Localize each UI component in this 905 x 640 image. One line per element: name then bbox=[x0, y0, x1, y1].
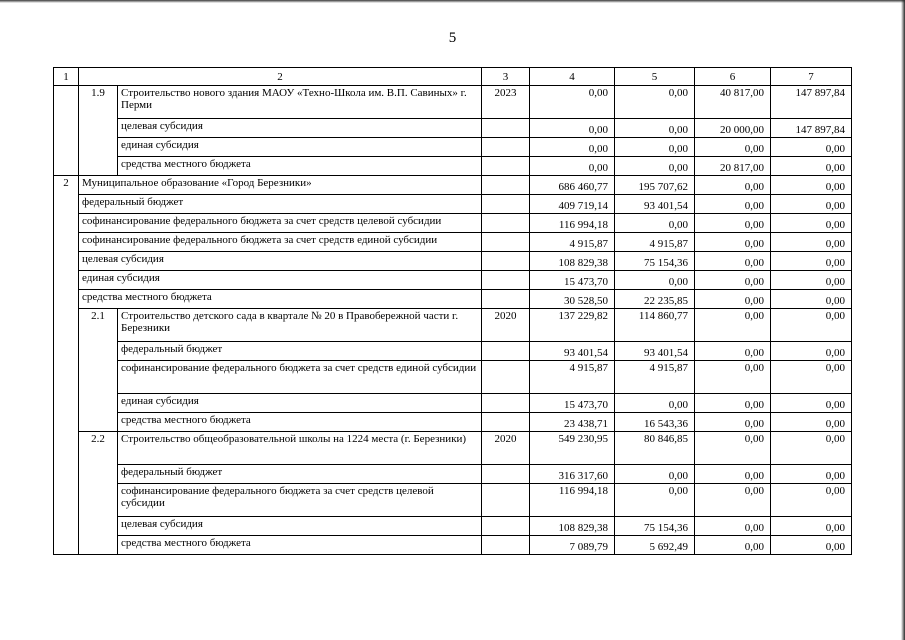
header-cell: 3 bbox=[482, 68, 530, 86]
value-cell: 0,00 bbox=[771, 157, 852, 176]
value-cell: 0,00 bbox=[695, 536, 771, 555]
value-cell: 0,00 bbox=[530, 157, 615, 176]
value-cell: 0,00 bbox=[771, 195, 852, 214]
value-cell: 0,00 bbox=[615, 157, 695, 176]
value-cell: 147 897,84 bbox=[771, 119, 852, 138]
table-row bbox=[54, 138, 852, 157]
value-cell: 0,00 bbox=[771, 394, 852, 413]
value-cell: 549 230,95 bbox=[530, 432, 615, 465]
value-cell: 0,00 bbox=[615, 119, 695, 138]
value-cell: 0,00 bbox=[771, 484, 852, 517]
row-year bbox=[482, 517, 530, 536]
value-cell: 0,00 bbox=[695, 176, 771, 195]
value-cell: 0,00 bbox=[695, 290, 771, 309]
row-year bbox=[482, 252, 530, 271]
value-cell: 4 915,87 bbox=[530, 361, 615, 394]
value-cell: 0,00 bbox=[615, 271, 695, 290]
page-number: 5 bbox=[448, 30, 457, 46]
value-cell: 0,00 bbox=[695, 394, 771, 413]
value-cell: 0,00 bbox=[771, 361, 852, 394]
row-year bbox=[482, 484, 530, 517]
value-cell: 15 473,70 bbox=[530, 271, 615, 290]
value-cell: 0,00 bbox=[530, 138, 615, 157]
table-row bbox=[54, 176, 852, 195]
value-cell: 16 543,36 bbox=[615, 413, 695, 432]
header-cell: 6 bbox=[695, 68, 771, 86]
value-cell: 0,00 bbox=[771, 214, 852, 233]
value-cell: 20 000,00 bbox=[695, 119, 771, 138]
value-cell: 0,00 bbox=[771, 342, 852, 361]
row-name: софинансирование федерального бюджета за счет средств единой субсидии bbox=[79, 233, 482, 252]
table-row bbox=[54, 157, 852, 176]
row-name: софинансирование федерального бюджета за счет средств целевой субсидии bbox=[79, 214, 482, 233]
value-cell: 0,00 bbox=[771, 252, 852, 271]
value-cell: 195 707,62 bbox=[615, 176, 695, 195]
value-cell: 75 154,36 bbox=[615, 517, 695, 536]
value-cell: 116 994,18 bbox=[530, 484, 615, 517]
header-cell: 5 bbox=[615, 68, 695, 86]
row-number: 2 bbox=[54, 176, 79, 555]
value-cell: 4 915,87 bbox=[530, 233, 615, 252]
value-cell: 0,00 bbox=[771, 290, 852, 309]
row-number: 1.9 bbox=[79, 86, 118, 176]
row-year bbox=[482, 361, 530, 394]
row-year: 2023 bbox=[482, 86, 530, 119]
table-row bbox=[54, 394, 852, 413]
value-cell: 137 229,82 bbox=[530, 309, 615, 342]
value-cell: 93 401,54 bbox=[530, 342, 615, 361]
value-cell: 0,00 bbox=[771, 465, 852, 484]
value-cell: 0,00 bbox=[695, 342, 771, 361]
value-cell: 0,00 bbox=[615, 394, 695, 413]
value-cell: 0,00 bbox=[695, 252, 771, 271]
table-row bbox=[54, 233, 852, 252]
table-row bbox=[54, 517, 852, 536]
value-cell: 0,00 bbox=[695, 517, 771, 536]
row-year bbox=[482, 233, 530, 252]
header-cell: 4 bbox=[530, 68, 615, 86]
value-cell: 0,00 bbox=[695, 413, 771, 432]
value-cell: 0,00 bbox=[695, 309, 771, 342]
row-number: 2.1 bbox=[79, 309, 118, 432]
value-cell: 7 089,79 bbox=[530, 536, 615, 555]
row-name: федеральный бюджет bbox=[118, 465, 482, 484]
value-cell: 22 235,85 bbox=[615, 290, 695, 309]
value-cell: 80 846,85 bbox=[615, 432, 695, 465]
table-row bbox=[54, 214, 852, 233]
value-cell: 0,00 bbox=[695, 465, 771, 484]
value-cell: 0,00 bbox=[615, 86, 695, 119]
scan-edge-top bbox=[0, 0, 905, 3]
value-cell: 0,00 bbox=[695, 361, 771, 394]
value-cell: 30 528,50 bbox=[530, 290, 615, 309]
row-name: Муниципальное образование «Город Березники» bbox=[79, 176, 482, 195]
value-cell: 15 473,70 bbox=[530, 394, 615, 413]
row-name: федеральный бюджет bbox=[118, 342, 482, 361]
value-cell: 0,00 bbox=[771, 176, 852, 195]
value-cell: 0,00 bbox=[695, 195, 771, 214]
value-cell: 0,00 bbox=[771, 517, 852, 536]
scan-edge-right bbox=[901, 0, 905, 640]
table-row bbox=[54, 119, 852, 138]
table-header-row bbox=[54, 68, 852, 86]
value-cell: 5 692,49 bbox=[615, 536, 695, 555]
row-year bbox=[482, 536, 530, 555]
table-row bbox=[54, 195, 852, 214]
value-cell: 0,00 bbox=[771, 271, 852, 290]
table-row bbox=[54, 342, 852, 361]
row-year bbox=[482, 290, 530, 309]
row-name: средства местного бюджета bbox=[118, 157, 482, 176]
value-cell: 40 817,00 bbox=[695, 86, 771, 119]
value-cell: 0,00 bbox=[695, 271, 771, 290]
table-row bbox=[54, 361, 852, 394]
header-cell: 2 bbox=[79, 68, 482, 86]
row-year bbox=[482, 394, 530, 413]
row-year bbox=[482, 119, 530, 138]
table-row bbox=[54, 252, 852, 271]
value-cell: 93 401,54 bbox=[615, 195, 695, 214]
table-row bbox=[54, 536, 852, 555]
value-cell: 0,00 bbox=[771, 432, 852, 465]
row-year bbox=[482, 271, 530, 290]
value-cell: 4 915,87 bbox=[615, 233, 695, 252]
row-name: средства местного бюджета bbox=[79, 290, 482, 309]
value-cell: 0,00 bbox=[615, 465, 695, 484]
value-cell: 409 719,14 bbox=[530, 195, 615, 214]
row-name: Строительство нового здания МАОУ «Техно-Школа им. В.П. Савиных» г. Перми bbox=[118, 86, 482, 119]
value-cell: 0,00 bbox=[615, 214, 695, 233]
value-cell: 0,00 bbox=[771, 413, 852, 432]
row-name: единая субсидия bbox=[79, 271, 482, 290]
row-name: средства местного бюджета bbox=[118, 536, 482, 555]
row-year: 2020 bbox=[482, 432, 530, 465]
row-year bbox=[482, 465, 530, 484]
table-row bbox=[54, 290, 852, 309]
value-cell: 0,00 bbox=[695, 484, 771, 517]
value-cell: 108 829,38 bbox=[530, 517, 615, 536]
row-year bbox=[482, 176, 530, 195]
row-name: софинансирование федерального бюджета за счет средств единой субсидии bbox=[118, 361, 482, 394]
row-name: единая субсидия bbox=[118, 394, 482, 413]
table-row bbox=[54, 309, 852, 342]
row-name: целевая субсидия bbox=[118, 119, 482, 138]
value-cell: 93 401,54 bbox=[615, 342, 695, 361]
row-number-blank bbox=[54, 86, 79, 176]
value-cell: 23 438,71 bbox=[530, 413, 615, 432]
row-name: Строительство детского сада в квартале № 20 в Правобережной части г. Березники bbox=[118, 309, 482, 342]
row-year bbox=[482, 157, 530, 176]
row-name: целевая субсидия bbox=[79, 252, 482, 271]
row-year bbox=[482, 138, 530, 157]
value-cell: 108 829,38 bbox=[530, 252, 615, 271]
value-cell: 0,00 bbox=[771, 536, 852, 555]
value-cell: 0,00 bbox=[771, 233, 852, 252]
header-cell: 1 bbox=[54, 68, 79, 86]
value-cell: 4 915,87 bbox=[615, 361, 695, 394]
row-name: целевая субсидия bbox=[118, 517, 482, 536]
header-cell: 7 bbox=[771, 68, 852, 86]
budget-table bbox=[53, 67, 852, 555]
value-cell: 0,00 bbox=[771, 138, 852, 157]
table-row bbox=[54, 484, 852, 517]
table-row bbox=[54, 271, 852, 290]
row-name: единая субсидия bbox=[118, 138, 482, 157]
value-cell: 0,00 bbox=[530, 86, 615, 119]
value-cell: 0,00 bbox=[615, 484, 695, 517]
table-row bbox=[54, 432, 852, 465]
value-cell: 116 994,18 bbox=[530, 214, 615, 233]
row-number: 2.2 bbox=[79, 432, 118, 555]
value-cell: 0,00 bbox=[695, 233, 771, 252]
value-cell: 0,00 bbox=[530, 119, 615, 138]
row-name: софинансирование федерального бюджета за счет средств целевой субсидии bbox=[118, 484, 482, 517]
value-cell: 686 460,77 bbox=[530, 176, 615, 195]
value-cell: 0,00 bbox=[771, 309, 852, 342]
row-name: федеральный бюджет bbox=[79, 195, 482, 214]
row-year bbox=[482, 214, 530, 233]
value-cell: 0,00 bbox=[695, 214, 771, 233]
value-cell: 0,00 bbox=[695, 432, 771, 465]
row-year bbox=[482, 413, 530, 432]
table-row bbox=[54, 465, 852, 484]
row-name: средства местного бюджета bbox=[118, 413, 482, 432]
value-cell: 20 817,00 bbox=[695, 157, 771, 176]
row-name: Строительство общеобразовательной школы на 1224 места (г. Березники) bbox=[118, 432, 482, 465]
value-cell: 0,00 bbox=[615, 138, 695, 157]
value-cell: 147 897,84 bbox=[771, 86, 852, 119]
value-cell: 114 860,77 bbox=[615, 309, 695, 342]
row-year bbox=[482, 195, 530, 214]
row-year: 2020 bbox=[482, 309, 530, 342]
table-row bbox=[54, 413, 852, 432]
table-row bbox=[54, 86, 852, 119]
value-cell: 0,00 bbox=[695, 138, 771, 157]
value-cell: 316 317,60 bbox=[530, 465, 615, 484]
row-year bbox=[482, 342, 530, 361]
value-cell: 75 154,36 bbox=[615, 252, 695, 271]
